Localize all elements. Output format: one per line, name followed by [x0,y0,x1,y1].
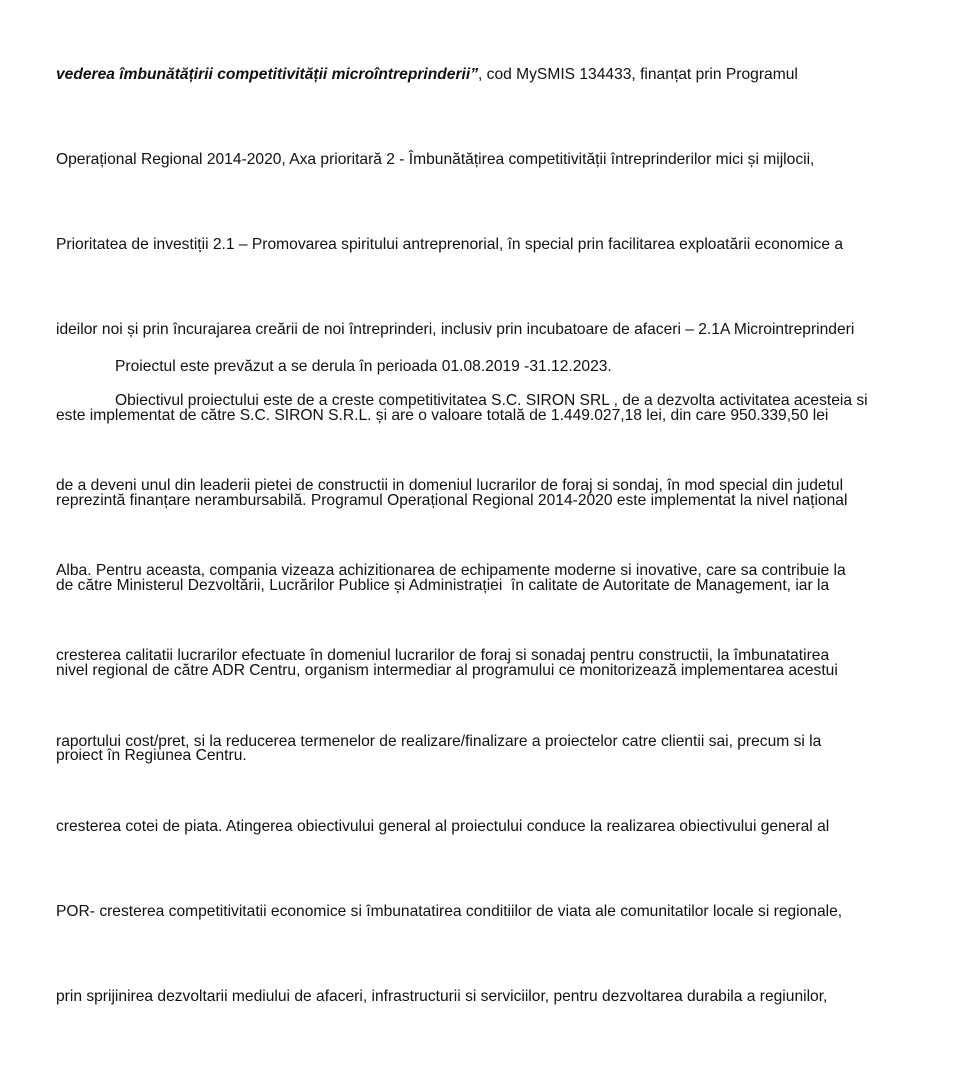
text-segment: , cod MySMIS 134433, finanțat prin Programul [478,65,798,83]
text-line: cresterea cotei de piata. Atingerea obiectivului general al proiectului conduce la realizarea obiectivului general al [56,817,830,835]
text-line: cresterea calitatii lucrarilor efectuate în domeniul lucrarilor de foraj si sonadaj pentru constructii, la îmbunatatirea [56,647,830,665]
text-line: Proiectul este prevăzut a se derula în perioada 01.08.2019 -31.12.2023. [115,357,612,375]
project-title-emphasis: vederea îmbunătățirii competitivității microîntreprinderii” [56,65,478,83]
text-line: nivel regional de către ADR Centru, organism intermediar al programului ce monitorizează implementarea acestui [56,662,838,680]
text-line: prin sprijinirea dezvoltarii mediului de afaceri, infrastructurii si serviciilor, pentru dezvoltarea durabila a regiunilor, [56,988,828,1006]
text-line: de către Ministerul Dezvoltării, Lucrărilor Publice și Administrației în calitate de Autoritate de Management, iar la [56,577,830,595]
text-line: Operațional Regional 2014-2020, Axa prioritară 2 - Îmbunătățirea competitivității întreprinderilor mici și mijlocii, [56,151,815,169]
text-line: de a deveni unul din leaderii pietei de constructii in domeniul lucrarilor de foraj si sondaj, în mod special din judetul [56,477,844,495]
text-line: ideilor noi și prin încurajarea creării de noi întreprinderi, inclusiv prin incubatoare de afaceri – 2.1A Microintreprinderi [56,321,855,339]
document-page [56,0,906,1006]
paragraph-project-objective [56,330,868,1068]
text-line [56,61,854,89]
text-line: Alba. Pentru aceasta, compania vizeaza achizitionarea de echipamente moderne si inovative, care sa contribuie la [56,562,846,580]
text-line: raportului cost/pret, si la reducerea termenelor de realizare/finalizare a proiectelor catre clientii sai, precum si la [56,732,822,750]
text-line: Obiectivul proiectului este de a creste competitivitatea S.C. SIRON SRL , de a dezvolta activitatea acesteia si [115,391,868,409]
text-line: reprezintă finanțare nerambursabilă. Programul Operațional Regional 2014-2020 este implementat la nivel național [56,491,848,509]
text-line: este implementat de către S.C. SIRON S.R.L. și are o valoare totală de 1.449.027,18 lei, din care 950.339,50 lei [56,406,829,424]
text-line: Prioritatea de investiții 2.1 – Promovarea spiritului antreprenorial, în special prin facilitarea exploatării economice a [56,236,844,254]
text-line: proiect în Regiunea Centru. [56,747,247,765]
text-line: POR- cresterea competitivitatii economice si îmbunatatirea conditiilor de viata ale comunitatilor locale si regionale, [56,903,843,921]
